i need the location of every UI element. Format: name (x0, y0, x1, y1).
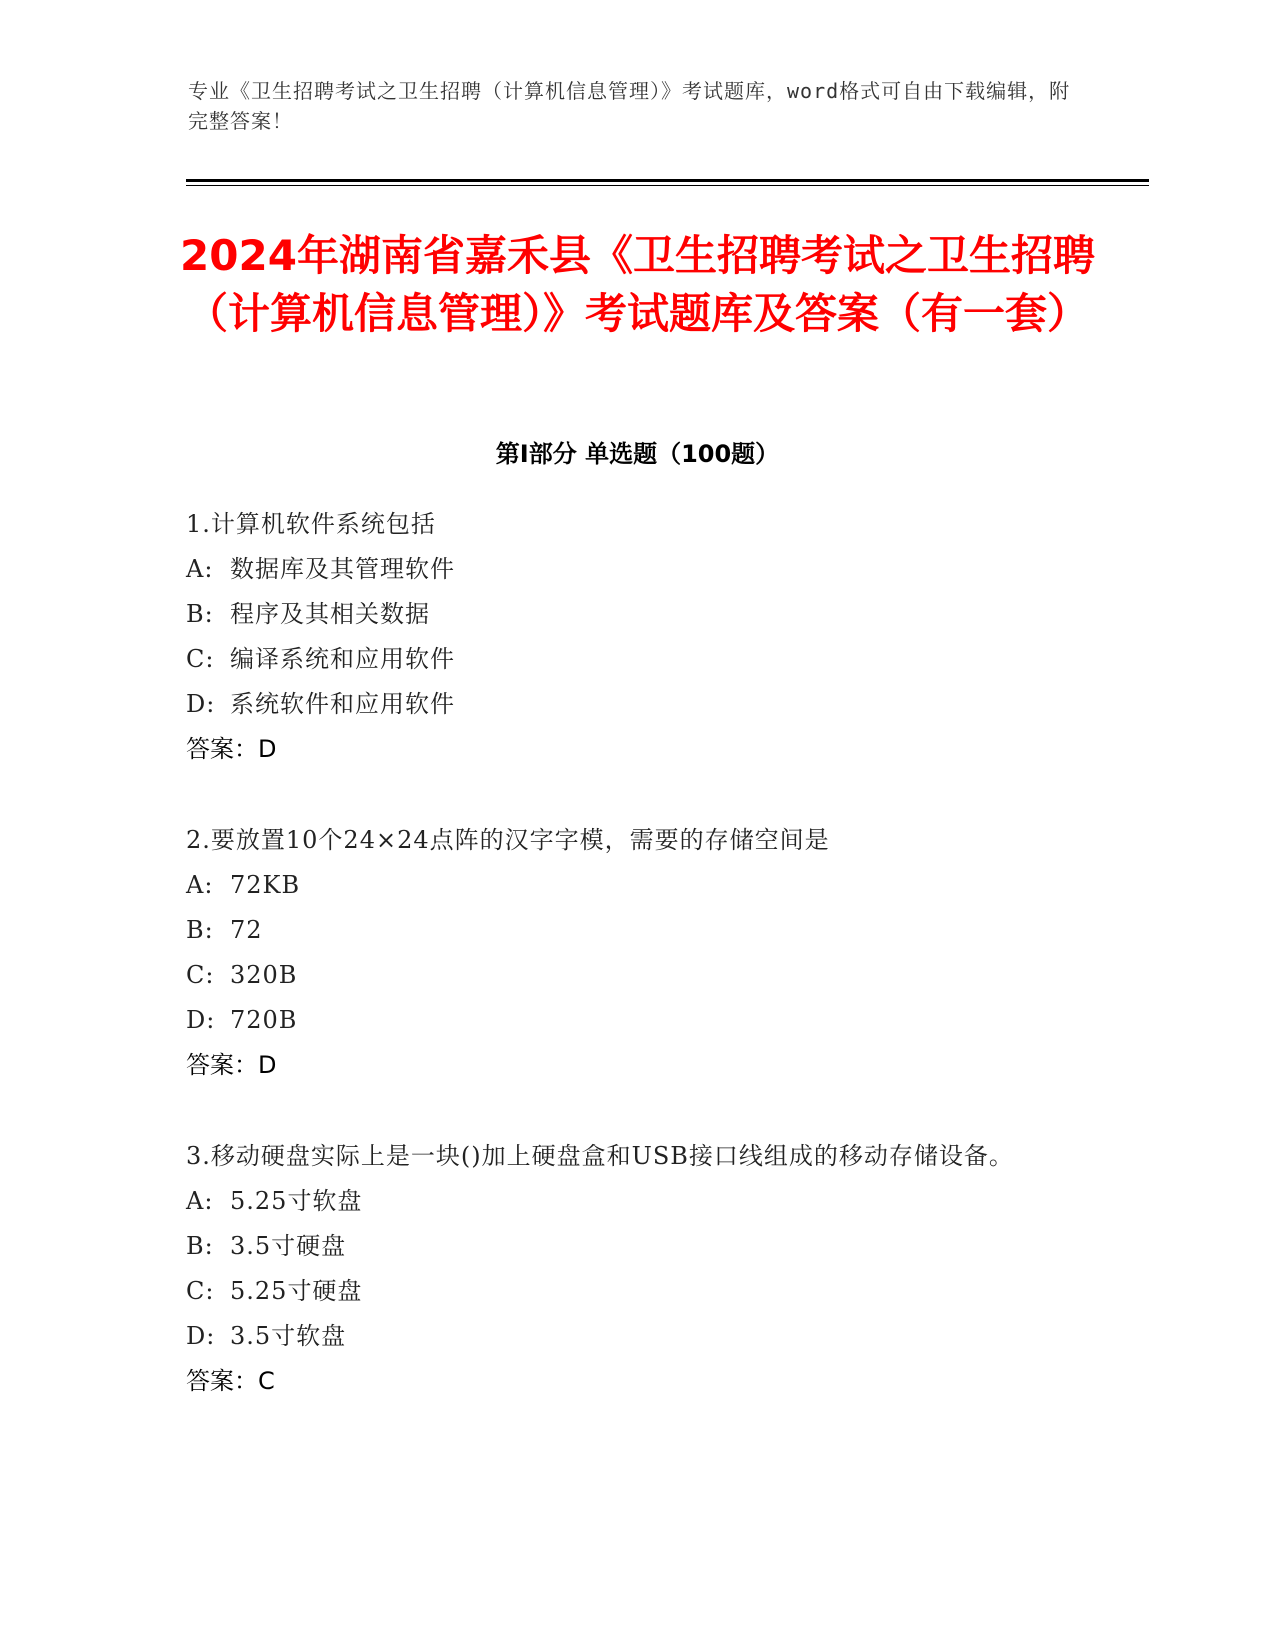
question-stem: 3.移动硬盘实际上是一块()加上硬盘盒和USB接口线组成的移动存储设备。 (186, 1142, 1014, 1170)
option-key: A: (186, 555, 214, 583)
option-b (186, 908, 1086, 953)
header-note: 专业《卫生招聘考试之卫生招聘（计算机信息管理）》考试题库，word格式可自由下载编辑，附完整答案！ (188, 79, 1071, 133)
answer-line: 答案：D (186, 735, 277, 763)
option-key: D: (186, 690, 216, 718)
option-d (186, 998, 1086, 1043)
option-key: C: (186, 645, 215, 673)
answer-line: 答案：C (186, 1367, 275, 1395)
option-text: 5.25寸硬盘 (230, 1277, 363, 1305)
option-key: C: (186, 961, 215, 989)
option-text: 72KB (230, 871, 301, 899)
option-c (186, 637, 1086, 682)
question-3 (186, 1134, 1061, 1404)
option-key: B: (186, 1232, 214, 1260)
document-title: 2024年湖南省嘉禾县《卫生招聘考试之卫生招聘（计算机信息管理）》考试题库及答案（有一套） (180, 231, 1095, 338)
option-key: A: (186, 1187, 214, 1215)
header-divider-thick (186, 179, 1149, 182)
option-text: 数据库及其管理软件 (230, 555, 455, 583)
option-text: 5.25寸软盘 (230, 1187, 363, 1215)
option-text: 3.5寸硬盘 (230, 1232, 347, 1260)
option-key: A: (186, 871, 214, 899)
option-text: 系统软件和应用软件 (230, 690, 455, 718)
option-text: 720B (230, 1006, 298, 1034)
option-key: D: (186, 1322, 216, 1350)
option-key: C: (186, 1277, 215, 1305)
question-2 (186, 818, 1086, 1088)
option-d (186, 1314, 1061, 1359)
header-divider-thin (186, 185, 1149, 186)
section-heading: 第Ⅰ部分 单选题（100题） (495, 440, 780, 468)
option-a (186, 1179, 1061, 1224)
option-a (186, 863, 1086, 908)
option-b (186, 592, 1086, 637)
option-c (186, 1269, 1061, 1314)
option-text: 编译系统和应用软件 (230, 645, 455, 673)
option-d (186, 682, 1086, 727)
question-stem: 1.计算机软件系统包括 (186, 510, 436, 538)
answer-line: 答案：D (186, 1051, 277, 1079)
option-key: B: (186, 600, 214, 628)
option-text: 3.5寸软盘 (230, 1322, 347, 1350)
option-text: 72 (230, 916, 263, 944)
option-c (186, 953, 1086, 998)
question-stem: 2.要放置10个24×24点阵的汉字字模，需要的存储空间是 (186, 826, 830, 854)
option-key: B: (186, 916, 214, 944)
question-1 (186, 502, 1086, 772)
option-b (186, 1224, 1061, 1269)
option-key: D: (186, 1006, 216, 1034)
option-text: 程序及其相关数据 (230, 600, 430, 628)
option-text: 320B (230, 961, 298, 989)
option-a (186, 547, 1086, 592)
